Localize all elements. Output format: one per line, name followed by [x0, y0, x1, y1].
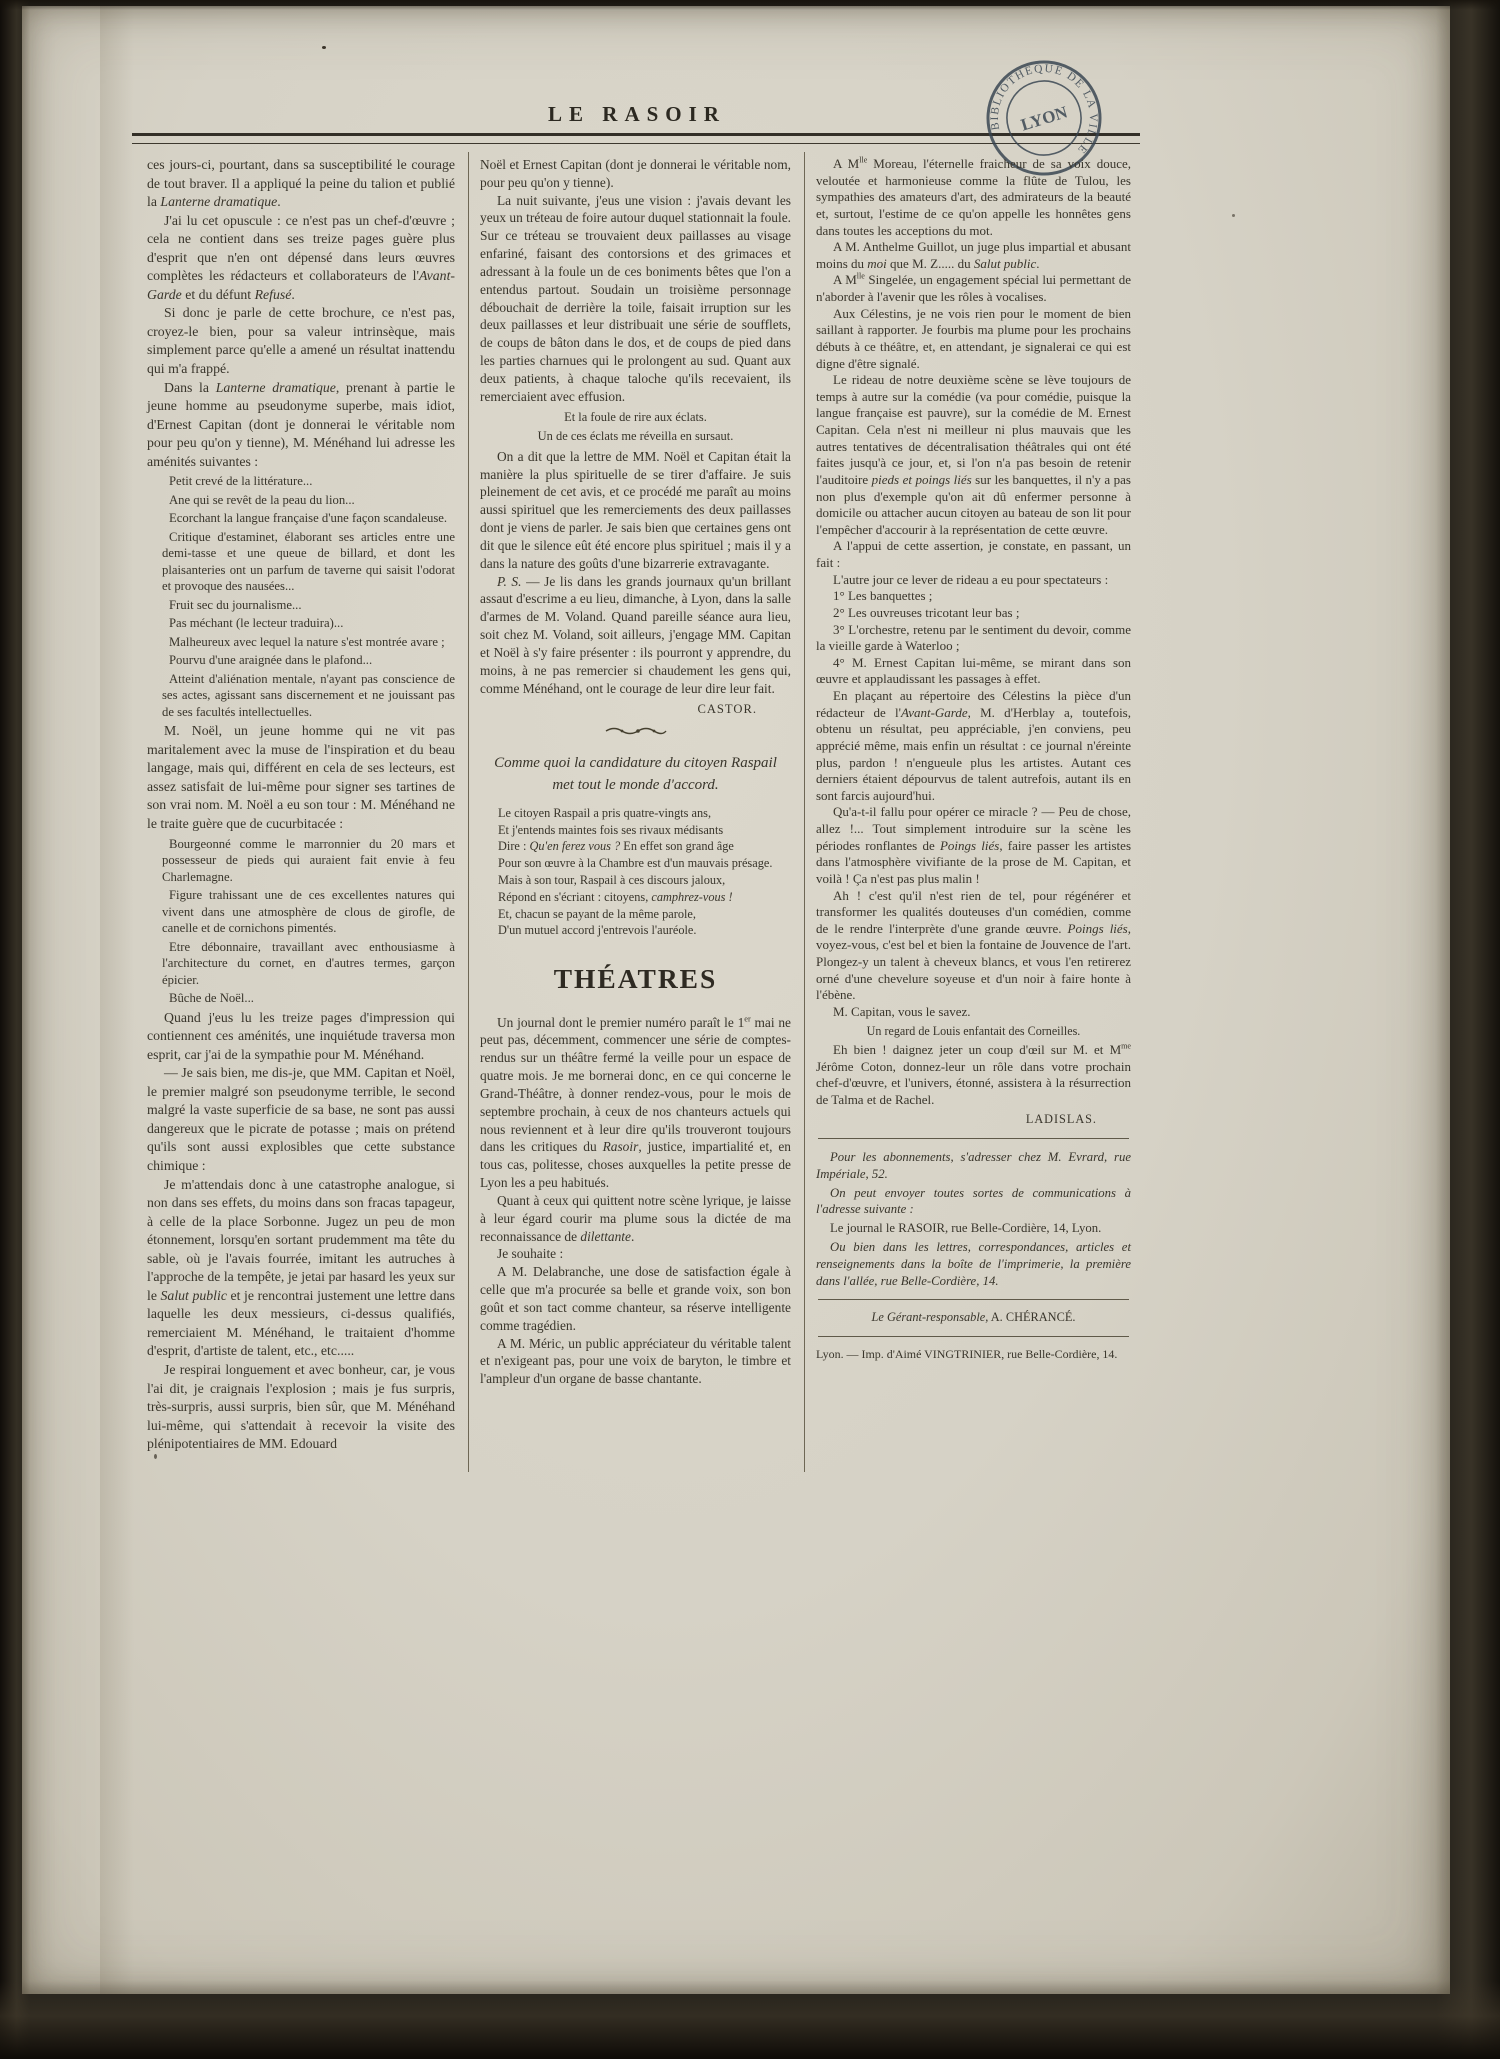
separator-rule: [818, 1138, 1129, 1139]
signature-castor: CASTOR.: [697, 702, 757, 717]
paragraph: 1° Les banquettes ;: [833, 588, 933, 604]
quoted-line: Pourvu d'une araignée dans le plafond...: [169, 653, 373, 668]
masthead-title: LE RASOIR: [548, 102, 726, 126]
notice-line: Pour les abonnements, s'adresser chez M. Evrard, rue Impériale, 52.: [816, 1150, 1131, 1181]
quoted-line: Atteint d'aliénation mentale, n'ayant pas conscience de ses actes, agissant sans discernement et ne jouissant pas de ses facultés intellectuelles.: [162, 671, 455, 719]
section-divider-ornament: [480, 724, 791, 742]
paragraph: — Je sais bien, me dis-je, que MM. Capitan et Noël, le premier malgré son pseudonyme terrible, le second malgré la vaste superficie de sa base, ne sont pas aussi dangereux que le picrate de potasse ; mais on prétend qu'ils sont aussi explosibles que cette substance chimique :: [147, 1065, 455, 1173]
paragraph: On a dit que la lettre de MM. Noël et Capitan était la manière la plus spirituelle de se tirer d'affaire. Je suis pleinement de cet avis, et ce procédé me paraît au moins aussi spirituel que les remerciements des deux paillasses dont je viens de parler. Je sais bien que certaines gens ont dit que le silence eût été encore plus spirituel ; mais il y a dans la nature des goûts d'une bizarrerie extravagante.: [480, 448, 791, 571]
notice-line: On peut envoyer toutes sortes de communications à l'adresse suivante :: [816, 1185, 1131, 1217]
paragraph: Quant à ceux qui quittent notre scène lyrique, je laisse à leur égard courir ma plume sous la dictée de ma reconnaissance de dilettante.: [480, 1192, 791, 1244]
paper-sheet: [22, 6, 1450, 1994]
paragraph: Je respirai longuement et avec bonheur, car, je vous l'ai dit, je craignais l'explosion ; mais je fus surpris, très-surpris, aussi surpris, bien sûr, que M. Ménéhand lui-même, qui s'attendait à recevoir la visite des plénipotentiaires de MM. Edouard: [147, 1361, 455, 1452]
paragraph: ces jours-ci, pourtant, dans sa susceptibilité le courage de tout braver. Il a appliqué la peine du talion et publié la Lanterne dramatique.: [147, 157, 455, 210]
column-2: [468, 152, 804, 1472]
article-columns: [136, 152, 1144, 1472]
centered-line: Un regard de Louis enfantait des Corneilles.: [866, 1023, 1081, 1038]
paragraph: 2° Les ouvreuses tricotant leur bas ;: [833, 604, 1020, 620]
quoted-line: Pas méchant (le lecteur traduira)...: [169, 616, 344, 631]
paragraph: La nuit suivante, j'eus une vision : j'avais devant les yeux un tréteau de foire autour duquel stationnait la foule. Sur ce tréteau se trouvaient deux paillasses au visage enfariné, faisant des contorsions et des grimaces et adressant à la foule un de ces boniments bêtes que l'on a entendus partout. Soudain un troisième personnage débouchait de derrière la toile, faisait irruption sur les deux paillasses et leur distribuait une série de soufflets, de coups de bâton dans le dos, et de coups de pied dans les parties charnues qui le prolongent au sud. Quant aux deux patients, à chaque taloche qu'ils recevaient, ils remerciaient avec effusion.: [480, 192, 791, 404]
paragraph: Un journal dont le premier numéro paraît le 1er mai ne peut pas, décemment, commencer une série de comptes-rendus sur un théâtre fermé la veille pour un espace de quatre mois. Je me bornerai donc, en ce qui concerne le Grand-Théâtre, à donner rendez-vous, pour le mois de septembre prochain, à ceux de nos chanteurs actuels qui nous reviennent et à leur dire qu'ils trouveront toujours dans les critiques du Rasoir, justice, impartialité et, en tous cas, politesse, choses auxquelles la petite presse de Lyon les a peu habitués.: [480, 1014, 791, 1191]
paragraph: 3° L'orchestre, retenu par le sentiment du devoir, comme la vieille garde à Waterloo ;: [816, 621, 1131, 654]
paper-speck: [1232, 214, 1235, 217]
paper-speck: [154, 1454, 157, 1459]
quoted-line: Ane qui se revêt de la peau du lion...: [169, 492, 355, 507]
page-edge-shadow-left: [0, 0, 30, 2059]
paragraph: Ah ! c'est qu'il n'est rien de tel, pour régénérer et transformer les qualités douteuses d'un comédien, comme de le rendre l'interprète d'une grande œuvre. Poings liés, voyez-vous, c'est bel et bien la fontaine de Jouvence de l'art. Plongez-y un talent à cheveux blancs, et vous l'en retirerez orné d'une chevelure soyeuse et d'un noir à faire honte à l'ébène.: [816, 887, 1131, 1003]
separator-rule: [818, 1336, 1129, 1337]
paragraph: Qu'a-t-il fallu pour opérer ce miracle ? — Peu de chose, allez !... Tout simplement introduire sur la scène les périodes ronflantes de Poings liés, faire passer les artistes dans l'atmosphère vivifiante de la prose de M. Capitan, et voilà ! Ça n'est pas plus malin !: [816, 804, 1131, 886]
paragraph: En plaçant au répertoire des Célestins la pièce d'un rédacteur de l'Avant-Garde, M. d'Herblay a, toutefois, obtenu un résultat, peu appréciable, j'en conviens, peu apprécié même, mais enfin un résultat : ce journal n'éreinte plus, pardon ! n'engueule plus les artistes. Autant ces derniers étaient dépourvus de talent autrefois, autant ils en sont farcis aujourd'hui.: [816, 688, 1131, 803]
paragraph: Le rideau de notre deuxième scène se lève toujours de temps à autre sur la comédie (va pour comédie, puisque la langue française est pauvre), sur la comédie de M. Ernest Capitan. Cela n'est ni meilleur ni plus mauvais que les autres tentatives de décentralisation théâtrales qui ont été faites jusqu'à ce jour, et, si l'on n'a pas besoin de retenir l'auditoire pieds et poings liés sur les banquettes, il n'y a pas non plus d'exemple qu'on ait dû enfermer personne à domicile ou attacher aucun citoyen au bateau de son lit pour l'empêcher d'accourir à la représentation de cette œuvre.: [816, 372, 1131, 537]
imprint-line: Lyon. — Imp. d'Aimé VINGTRINIER, rue Belle-Cordière, 14.: [816, 1347, 1118, 1362]
paragraph: M. Noël, un jeune homme qui ne vit pas maritalement avec la muse de l'inspiration et du beau langage, mais qui, différent en cela de ses lecteurs, est assez satisfait de lui-même pour signer ses tartines de son vrai nom. M. Noël a eu son tour : M. Ménéhand ne le traite guère que de cucurbitacée :: [147, 723, 455, 832]
page-edge-shadow-right: [1436, 0, 1500, 2059]
stamp-center-text: LYON: [1018, 102, 1070, 135]
centered-line: Et la foule de rire aux éclats.: [564, 409, 707, 424]
column-1: [136, 152, 468, 1472]
paragraph: P. S. — Je lis dans les grands journaux qu'un brillant assaut d'escrime a eu lieu, dimanche, à Lyon, dans la salle d'armes de M. Voland. Quand pareille séance aura lieu, soit chez M. Voland, soit ailleurs, j'engage MM. Capitan et Noël à s'y faire présenter : ils pourront y apprendre, du moins, à ne pas remercier si chaudement les gens qui, comme Ménéhand, ont le courage de leur dire leur fait.: [480, 573, 791, 696]
paragraph: Je m'attendais donc à une catastrophe analogue, si non dans ses effets, du moins dans son fracas tapageur, à celle de la place Sorbonne. Jugez un peu de mon étonnement, lorsqu'en sortant prudemment ma tête du sable, où je l'avais fourrée, imitant les autruches à l'approche de la tempête, je jetai par hasard les yeux sur le Salut public et je rencontrai justement une lettre dans laquelle les deux messieurs, ci-dessus qualifiés, remerciaient M. Ménéhand, le traitaient d'homme d'esprit, d'artiste de talent, etc., etc.....: [147, 1176, 455, 1359]
poem-title: Comme quoi la candidature du citoyen Raspail met tout le monde d'accord.: [494, 754, 777, 794]
paragraph: Dans la Lanterne dramatique, prenant à partie le jeune homme au pseudonyme superbe, mais idiot, d'Ernest Capitan (dont je donnerai le véritable nom pour peu qu'on y tienne), M. Ménéhand lui adresse les aménités suivantes :: [147, 379, 455, 469]
paragraph: J'ai lu cet opuscule : ce n'est pas un chef-d'œuvre ; cela ne contient dans ses treize pages guère plus d'esprit que n'en ont dépensé dans leurs œuvres complètes les rédacteurs et collaborateurs de l'Avant-Garde et du défunt Refusé.: [147, 212, 455, 302]
paragraph: Eh bien ! daignez jeter un coup d'œil sur M. et $M^{me}$ Jérôme Coton, donnez-leur un rôle dans votre prochain chef-d'œuvre, et l'univers, étonné, assistera à la résurrection de Talma et de Rachel.: [816, 1041, 1131, 1107]
quoted-line: Etre débonnaire, travaillant avec enthousiasme à l'architecture du cornet, en d'autres termes, garçon épicier.: [162, 939, 455, 987]
paragraph: A $M^{lle}$ Moreau, l'éternelle fraicheur de sa voix douce, veloutée et harmonieuse comme la flûte de Tulou, les sympathies des amateurs d'art, des admirateurs de la beauté et, surtout, l'estime de ce qu'on appelle les honnêtes gens dans toutes les acceptions du mot.: [816, 155, 1131, 238]
poem-raspail: Le citoyen Raspail a pris quatre-vingts ans, Et j'entends maintes fois ses rivaux médisants Dire : Qu'en ferez vous ? En effet son grand âge Pour son œuvre à la Chambre est d'un mauvais présage. Mais à son tour, Raspail à ces discours jaloux, Répond en s'écriant : citoyens, camphrez-vous ! Et, chacun se payant de la même parole, D'un mutuel accord j'entrevois l'auréole.: [498, 805, 773, 938]
paragraph: Quand j'eus lu les treize pages d'impression qui contiennent ces aménités, une inquiétude traversa mon esprit, car j'ai de la sympathie pour M. Ménéhand.: [147, 1009, 455, 1062]
paragraph: Noël et Ernest Capitan (dont je donnerai le véritable nom, pour peu qu'on y tienne).: [480, 157, 791, 190]
paragraph: A M. Delabranche, une dose de satisfaction égale à celle que m'a procurée sa belle et grande voix, son bon goût et son tact comme chanteur, sa réserve intelligente comme tragédien.: [480, 1264, 791, 1333]
quoted-line: Malheureux avec lequel la nature s'est montrée avare ;: [169, 634, 445, 649]
signature-ladislas: LADISLAS.: [1025, 1112, 1097, 1127]
notice-line: Le journal le RASOIR, rue Belle-Cordière, 14, Lyon.: [830, 1221, 1102, 1236]
paper-speck: [322, 46, 326, 49]
quoted-line: Bûche de Noël...: [169, 991, 254, 1006]
quoted-line: Fruit sec du journalisme...: [169, 597, 302, 612]
quoted-line: Petit crevé de la littérature...: [169, 474, 313, 489]
fold-shadow: [100, 6, 134, 1994]
page-edge-shadow-top: [0, 0, 1500, 10]
paragraph: A M. Méric, un public appréciateur du véritable talent et n'exigeant pas, pour une voix de baryton, le timbre et l'ampleur d'un organe de basse chantante.: [480, 1335, 791, 1387]
publisher-line: Le Gérant-responsable, A. CHÉRANCÉ.: [871, 1310, 1076, 1325]
paragraph: Si donc je parle de cette brochure, ce n'est pas, croyez-le bien, pour sa valeur intrinsèque, mais simplement parce qu'elle a amené un résultat inattendu qui m'a frappé.: [147, 305, 455, 377]
centered-line: Un de ces éclats me réveilla en sursaut.: [537, 429, 734, 444]
quoted-line: Bourgeonné comme le marronnier du 20 mars et possesseur de pieds qui auraient fait envie à feu Charlemagne.: [162, 836, 455, 884]
paragraph: A l'appui de cette assertion, je constate, en passant, un fait :: [816, 538, 1131, 570]
column-3: [804, 152, 1144, 1472]
paragraph: A M. Anthelme Guillot, un juge plus impartial et abusant moins du moi que M. Z..... du Salut public.: [816, 239, 1131, 271]
paragraph: M. Capitan, vous le savez.: [833, 1003, 971, 1019]
paragraph: Je souhaite :: [497, 1246, 564, 1262]
paragraph: 4° M. Ernest Capitan lui-même, se mirant dans son œuvre et applaudissant les passages à effet.: [816, 654, 1131, 687]
quoted-line: Figure trahissant une de ces excellentes natures qui vivent dans une atmosphère de clous de girofle, de canelle et de cornichons pimentés.: [162, 888, 455, 936]
stamp-ring-text: BIBLIOTHÈQUE DE LA VILLE: [988, 62, 1100, 157]
paragraph: Aux Célestins, je ne vois rien pour le moment de bien saillant à rapporter. Je fourbis ma plume pour les prochains débuts à ce théâtre, et, en attendant, je signalerai ce qui est digne d'être signalé.: [816, 305, 1131, 371]
separator-rule: [818, 1299, 1129, 1300]
paragraph: A $M^{lle}$ Singelée, un engagement spécial lui permettant de n'aborder à l'avenir que les rôles à vocalises.: [816, 272, 1131, 304]
notice-line: Ou bien dans les lettres, correspondances, articles et renseignements dans la boîte de l'imprimerie, la première dans l'allée, rue Belle-Cordière, 14.: [816, 1240, 1131, 1288]
quoted-line: Ecorchant la langue française d'une façon scandaleuse.: [169, 511, 448, 526]
page-edge-shadow-bottom: [0, 1981, 1500, 2059]
section-title-theatres: THÉATRES: [553, 964, 718, 995]
paragraph: L'autre jour ce lever de rideau a eu pour spectateurs :: [833, 571, 1109, 587]
quoted-line: Critique d'estaminet, élaborant ses articles entre une demi-tasse et une queue de billard, et dont les plaisanteries ont un parfum de taverne qui saisit l'odorat et provoque des nausées...: [162, 529, 455, 594]
